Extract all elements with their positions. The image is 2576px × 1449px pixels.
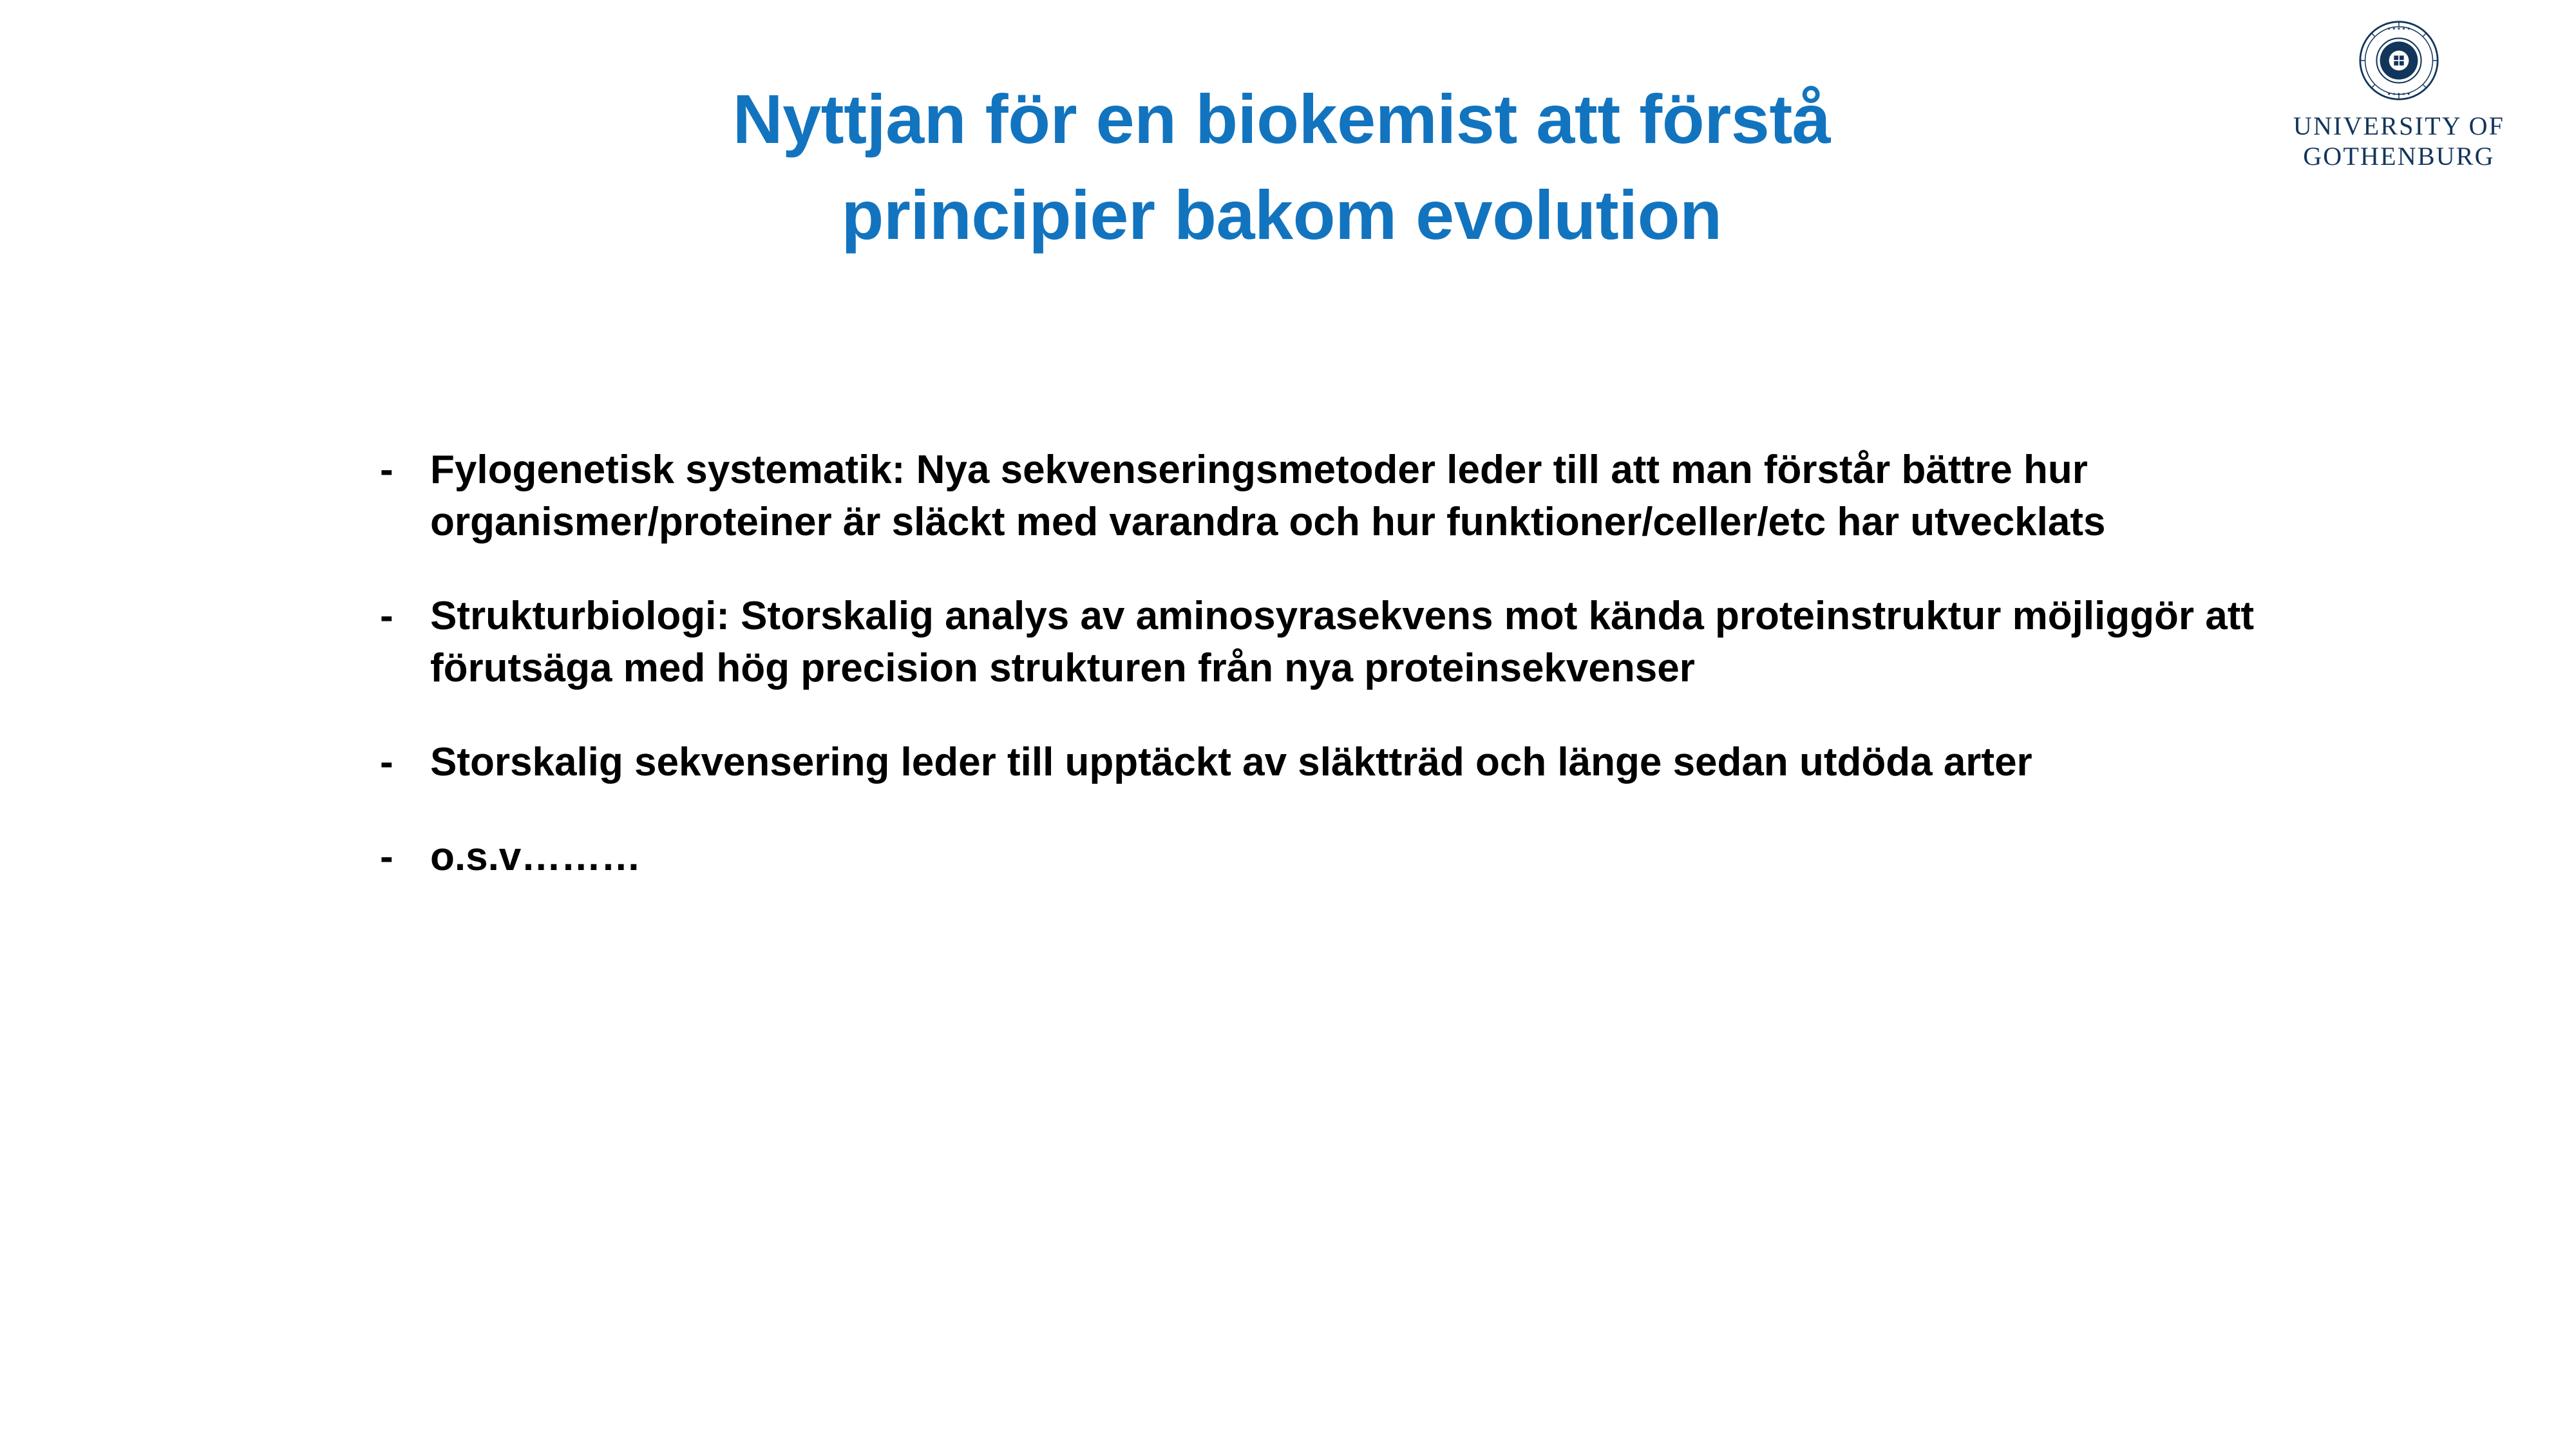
svg-text:★ ★ ★ ★ ★: ★ ★ ★ ★ ★: [2387, 26, 2411, 32]
bullet-marker: -: [380, 740, 393, 785]
university-logo: [2293, 19, 2505, 171]
list-item: [380, 737, 2331, 789]
logo-text-line2: GOTHENBURG: [2303, 142, 2495, 171]
logo-text-line1: UNIVERSITY OF: [2293, 111, 2505, 140]
bullet-text: Fylogenetisk systematik: Nya sekvenseringsmetoder leder till att man förstår bättre hur organismer/proteiner är släckt med varandra och hur funktioner/celler/etc har utvecklats: [430, 448, 2106, 544]
bullet-text: Strukturbiologi: Storskalig analys av aminosyrasekvens mot kända proteinstruktur möjliggör att förutsäga med hög precision strukturen från nya proteinsekvenser: [430, 594, 2266, 690]
slide-title: [245, 71, 2318, 263]
bullet-text: Storskalig sekvensering leder till upptäckt av släktträd och länge sedan utdöda arter: [430, 740, 2032, 785]
list-item: [380, 591, 2331, 694]
slide-bullet-list: [380, 444, 2331, 884]
university-seal-icon: [2358, 19, 2440, 102]
svg-text:★ ★ ★ ★ ★: ★ ★ ★ ★ ★: [2387, 91, 2411, 97]
slide-title-line-1: Nyttjan för en biokemist att förstå: [732, 80, 1831, 158]
list-item: [380, 831, 2331, 884]
slide-title-line-2: principier bakom evolution: [841, 176, 1722, 254]
bullet-marker: -: [380, 594, 393, 639]
bullet-text: o.s.v………: [430, 834, 641, 879]
bullet-marker: -: [380, 834, 393, 879]
bullet-marker: -: [380, 448, 393, 492]
list-item: [380, 444, 2331, 548]
